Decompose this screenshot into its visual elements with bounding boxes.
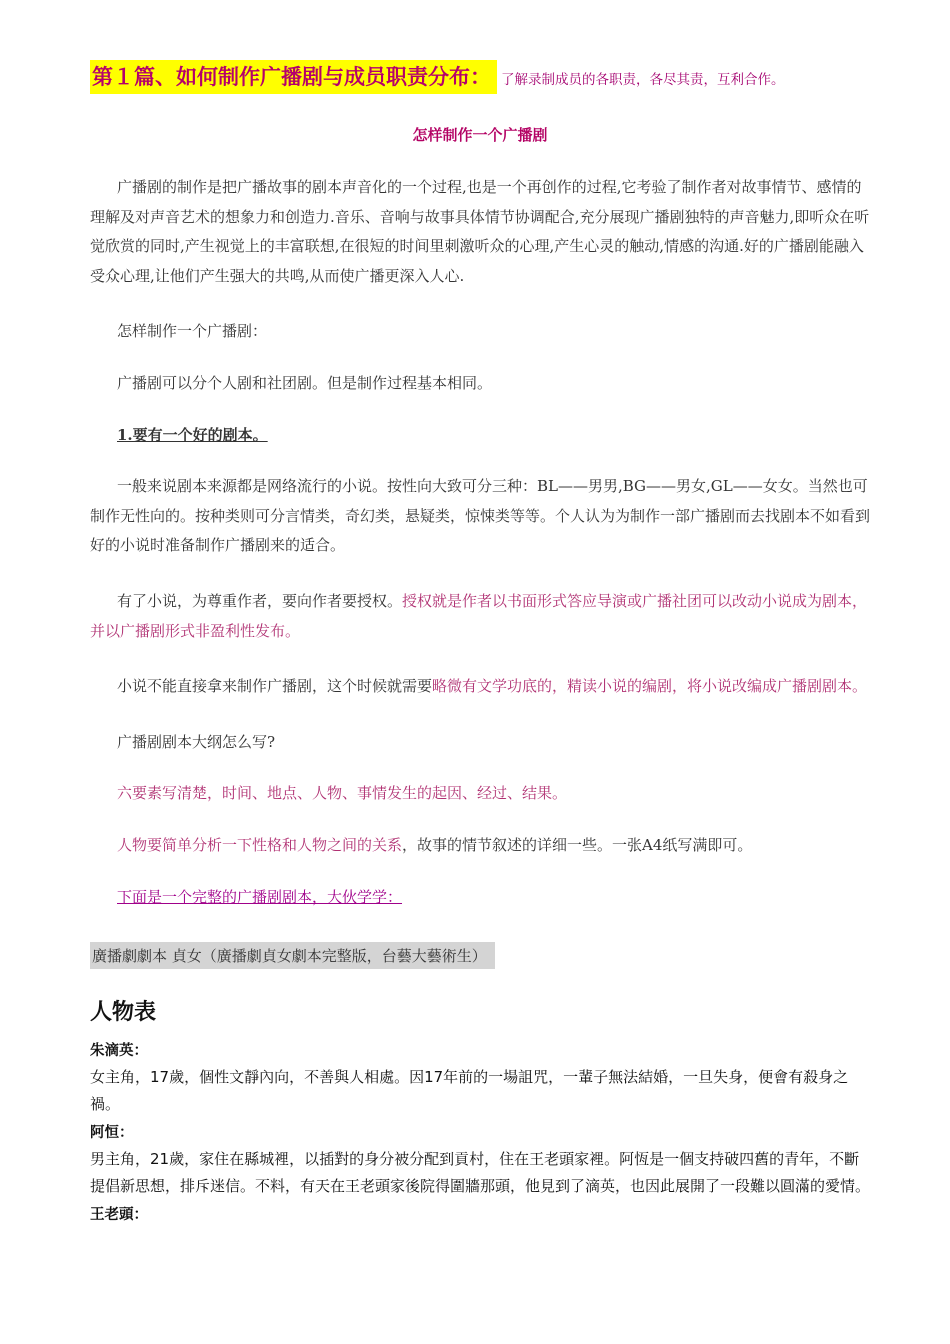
- chapter-title: 第１篇、如何制作广播剧与成员职责分布：: [90, 60, 497, 94]
- intro-paragraph: 广播剧的制作是把广播故事的剧本声音化的一个过程,也是一个再创作的过程,它考验了制作者对故事情节、感情的理解及对声音艺术的想象力和创造力.音乐、音响与故事具体情节协调配合,充分展现广播剧独特的声音魅力,即听众在听觉欣赏的同时,产生视觉上的丰富联想,在很短的时间里刺激听众的心理,产生心灵的触动,情感的沟通.好的广播剧能融入受众心理,让他们产生强大的共鸣,从而使广播更深入人心.: [90, 178, 870, 285]
- characters-note: [90, 831, 870, 861]
- characters-note-highlight: 人物要简单分析一下性格和人物之间的关系: [117, 835, 403, 854]
- chapter-subtitle: 了解录制成员的各职责，各尽其责，互利合作。: [501, 72, 785, 88]
- outline-question: 广播剧剧本大纲怎么写?: [117, 732, 276, 751]
- adaptation-highlight: 略微有文学功底的，精读小说的编剧，将小说改编成广播剧剧本。: [432, 677, 868, 696]
- authorization-paragraph: [90, 587, 870, 646]
- role-desc-zhu: 女主角，17歲，個性文靜內向，不善與人相處。因17年前的一場詛咒，一輩子無法結婚，一旦失身，便會有殺身之禍。: [90, 1068, 849, 1114]
- section1-heading-text: 1.要有一个好的剧本。: [117, 425, 268, 444]
- script-title-bar: 廣播劇劇本 貞女（廣播劇貞女劇本完整版，台藝大藝術生）: [90, 942, 495, 969]
- role-name-wang: 王老頭：: [90, 1207, 148, 1224]
- section-title: 怎样制作一个广播剧: [412, 126, 548, 144]
- role-desc-aheng: 男主角，21歲，家住在縣城裡，以插對的身分被分配到貢村，住在王老頭家裡。阿恆是一個支持破四舊的青年，不斷提倡新思想，排斥迷信。不料，有天在王老頭家後院得圍牆那頭，他見到了滴英，也因此展開了一段難以圓滿的愛情。: [90, 1150, 871, 1196]
- six-elements: 六要素写清楚，时间、地点、人物、事情发生的起因、经过、结果。: [117, 784, 568, 803]
- script-source-paragraph: 一般来说剧本来源都是网络流行的小说。按性向大致可分三种：BL——男男,BG——男女,GL——女女。当然也可制作无性向的。按种类则可分言情类，奇幻类，悬疑类，惊悚类等等。个人认为为制作一部广播剧而去找剧本不如看到好的小说时准备制作广播剧来的适合。: [90, 477, 871, 555]
- role-list: [90, 1038, 870, 1228]
- characters-note-plain: ，故事的情节叙述的详细一些。一张A4纸写满即可。: [402, 835, 753, 854]
- full-script-paragraph: [90, 883, 870, 913]
- authorization-highlight: 授权就是作者以书面形式答应导演或广播社团可以改动小说成为剧本，并以广播剧形式非盈利性发布。: [90, 591, 868, 640]
- role-name-zhu: 朱滴英：: [90, 1043, 148, 1060]
- section1-heading: [90, 421, 870, 451]
- chapter-header: [90, 60, 870, 94]
- full-script-link[interactable]: 下面是一个完整的广播剧剧本，大伙学学：: [117, 887, 403, 906]
- role-name-aheng: 阿恒：: [90, 1125, 134, 1142]
- document-content: [90, 60, 870, 1228]
- authorization-plain: 有了小说，为尊重作者，要向作者要授权。: [117, 591, 403, 610]
- roles-title: 人物表: [90, 1000, 157, 1026]
- adaptation-paragraph: [90, 672, 870, 702]
- how-to-paragraph: 怎样制作一个广播剧：: [117, 322, 268, 341]
- script-title-row: [90, 934, 870, 969]
- adaptation-plain: 小说不能直接拿来制作广播剧，这个时候就需要: [117, 677, 433, 696]
- types-paragraph: 广播剧可以分个人剧和社团剧。但是制作过程基本相同。: [117, 373, 493, 392]
